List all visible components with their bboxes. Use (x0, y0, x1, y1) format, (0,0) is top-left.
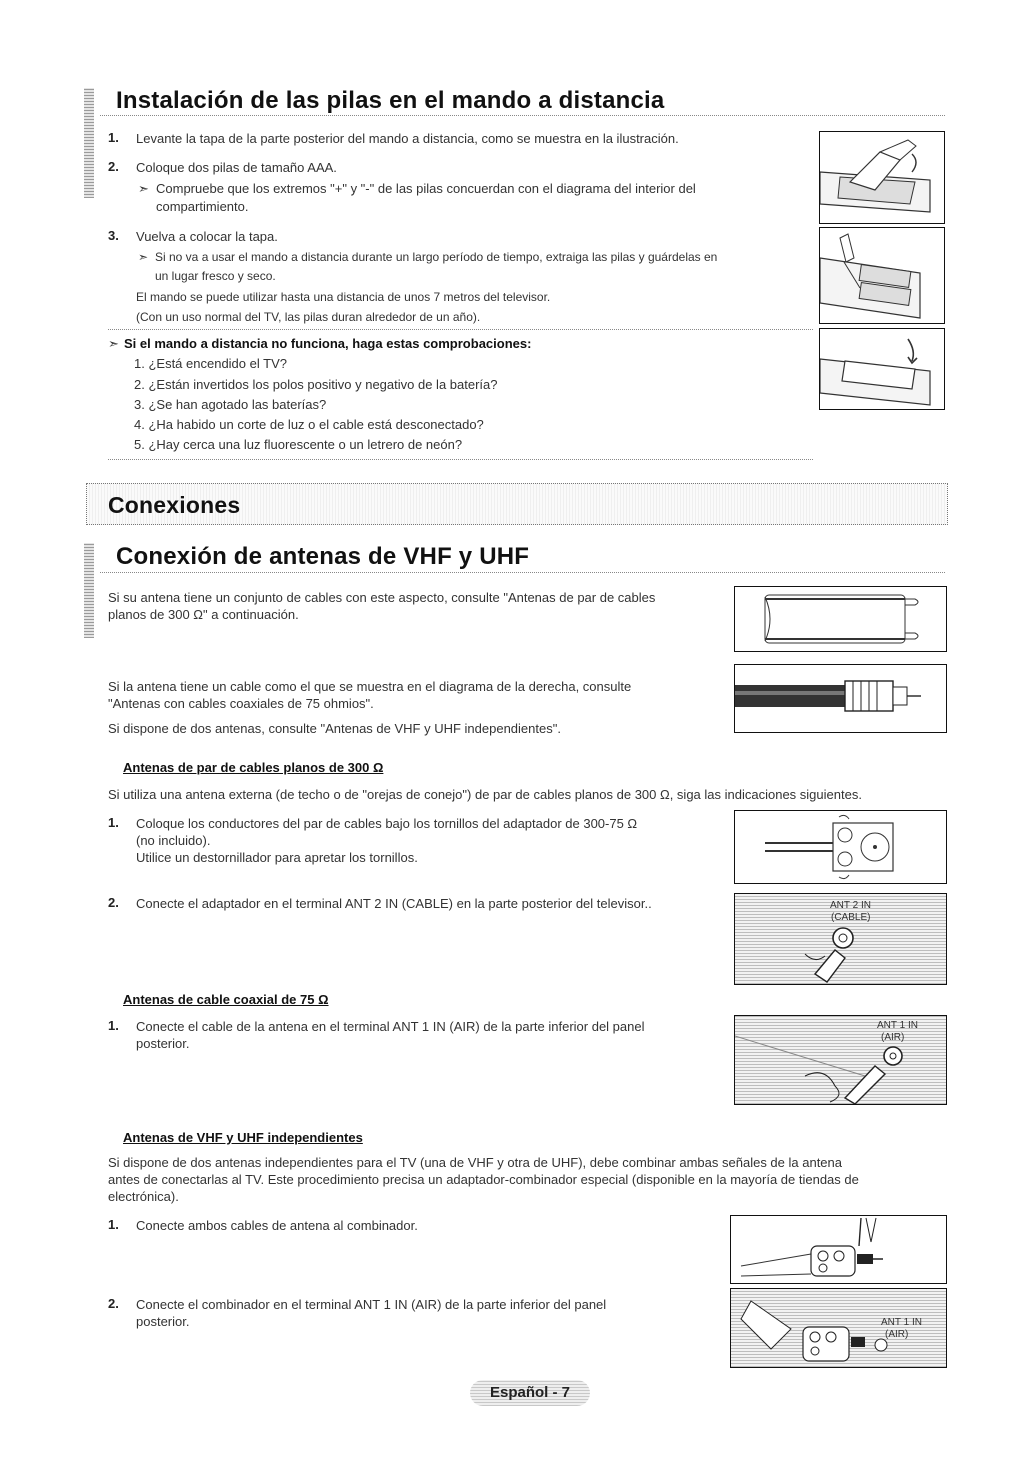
subsection-heading: Antenas de cable coaxial de 75 Ω (123, 992, 329, 1007)
flat-step-1: (no incluido). (136, 833, 211, 848)
check-item: 2. ¿Están invertidos los polos positivo y negativo de la batería? (134, 377, 498, 392)
ant1-terminal-illustration (734, 1015, 947, 1105)
subsection-desc: Si dispone de dos antenas independientes para el TV (una de VHF y otra de UHF), debe combinar ambas señales de la antena (108, 1155, 842, 1170)
terminal-label: (CABLE) (831, 912, 871, 923)
terminal-label: (AIR) (881, 1032, 905, 1043)
page-number-badge: Español - 7 (470, 1380, 590, 1406)
check-title: Si el mando a distancia no funciona, haga estas comprobaciones: (124, 336, 532, 351)
separate-step-2: Conecte el combinador en el terminal ANT 1 IN (AIR) de la parte inferior del panel (136, 1297, 607, 1312)
coax-cable-illustration (734, 664, 947, 733)
battery-step-2: Coloque dos pilas de tamaño AAA. (136, 160, 337, 175)
antenna-title: Conexión de antenas de VHF y UHF (116, 543, 530, 570)
title-divider (100, 115, 945, 116)
step-number: 2. (108, 159, 119, 174)
battery-title: Instalación de las pilas en el mando a distancia (116, 87, 665, 114)
battery-step-1: Levante la tapa de la parte posterior del mando a distancia, como se muestra en la ilustración. (136, 131, 679, 146)
check-item: 3. ¿Se han agotado las baterías? (134, 397, 327, 412)
battery-step-3-note: El mando se puede utilizar hasta una distancia de unos 7 metros del televisor. (136, 290, 551, 304)
section-marker (84, 88, 94, 198)
arrow-icon: ➣ (138, 181, 149, 196)
subsection-desc: Si utiliza una antena externa (de techo o de "orejas de conejo") de par de cables planos de 300 Ω, siga las indicaciones siguientes. (108, 787, 862, 802)
coax-intro: Si la antena tiene un cable como el que se muestra en el diagrama de la derecha, consulte (108, 679, 632, 694)
subsection-desc: electrónica). (108, 1189, 179, 1204)
remote-close-illustration (819, 328, 945, 410)
flat-step-2: Conecte el adaptador en el terminal ANT 2 IN (CABLE) en la parte posterior del televisor.. (136, 896, 652, 911)
separate-step-1: Conecte ambos cables de antena al combinador. (136, 1218, 418, 1233)
battery-step-2-note: compartimiento. (156, 199, 249, 214)
antenna-intro: planos de 300 Ω" a continuación. (108, 607, 299, 622)
arrow-icon: ➣ (108, 336, 119, 351)
check-item: 5. ¿Hay cerca una luz fluorescente o un letrero de neón? (134, 437, 463, 452)
remote-batteries-illustration (819, 227, 945, 324)
subsection-heading: Antenas de par de cables planos de 300 Ω (123, 760, 384, 775)
flat-step-1: Coloque los conductores del par de cables bajo los tornillos del adaptador de 300-75 Ω (136, 816, 638, 831)
check-item: 1. ¿Está encendido el TV? (134, 356, 287, 371)
coax-step-1: Conecte el cable de la antena en el terminal ANT 1 IN (AIR) de la parte inferior del panel (136, 1019, 645, 1034)
battery-step-2-note: Compruebe que los extremos "+" y "-" de las pilas concuerdan con el diagrama del interior del (156, 181, 696, 196)
subsection-heading: Antenas de VHF y UHF independientes (123, 1130, 363, 1145)
remote-open-illustration (819, 131, 945, 224)
flat-cable-illustration (734, 586, 947, 652)
step-number: 1. (108, 130, 119, 145)
step-number: 1. (108, 815, 119, 830)
combiner-illustration (730, 1215, 947, 1284)
step-number: 2. (108, 895, 119, 910)
coax-intro: Si dispone de dos antenas, consulte "Antenas de VHF y UHF independientes". (108, 721, 561, 736)
step-number: 2. (108, 1296, 119, 1311)
section-marker (84, 543, 94, 638)
terminal-label: ANT 1 IN (881, 1317, 922, 1328)
title-divider (100, 572, 945, 573)
step-number: 1. (108, 1217, 119, 1232)
coax-step-1: posterior. (136, 1036, 190, 1051)
separate-step-2: posterior. (136, 1314, 190, 1329)
ant2-terminal-illustration (734, 893, 947, 985)
antenna-intro: Si su antena tiene un conjunto de cables con este aspecto, consulte "Antenas de par de cables (108, 590, 656, 605)
divider (108, 329, 813, 330)
section-title: Conexiones (108, 492, 241, 518)
battery-step-3-note: un lugar fresco y seco. (155, 269, 276, 283)
arrow-icon: ➣ (138, 250, 149, 264)
divider (108, 459, 813, 460)
battery-step-3: Vuelva a colocar la tapa. (136, 229, 278, 244)
subsection-desc: antes de conectarlas al TV. Este procedimiento precisa un adaptador-combinador especial (disponible en la mayoría de tiendas de (108, 1172, 859, 1187)
terminal-label: ANT 1 IN (877, 1020, 918, 1031)
step-number: 1. (108, 1018, 119, 1033)
flat-step-1: Utilice un destornillador para apretar los tornillos. (136, 850, 418, 865)
terminal-label: (AIR) (885, 1329, 909, 1340)
check-item: 4. ¿Ha habido un corte de luz o el cable está desconectado? (134, 417, 484, 432)
combiner-terminal-illustration (730, 1288, 947, 1368)
battery-step-3-note: Si no va a usar el mando a distancia durante un largo período de tiempo, extraiga las pilas y guárdelas en (155, 250, 718, 264)
battery-step-3-note: (Con un uso normal del TV, las pilas duran alrededor de un año). (136, 310, 481, 324)
step-number: 3. (108, 228, 119, 243)
adapter-illustration (734, 810, 947, 884)
coax-intro: "Antenas con cables coaxiales de 75 ohmios". (108, 696, 374, 711)
terminal-label: ANT 2 IN (830, 900, 871, 911)
